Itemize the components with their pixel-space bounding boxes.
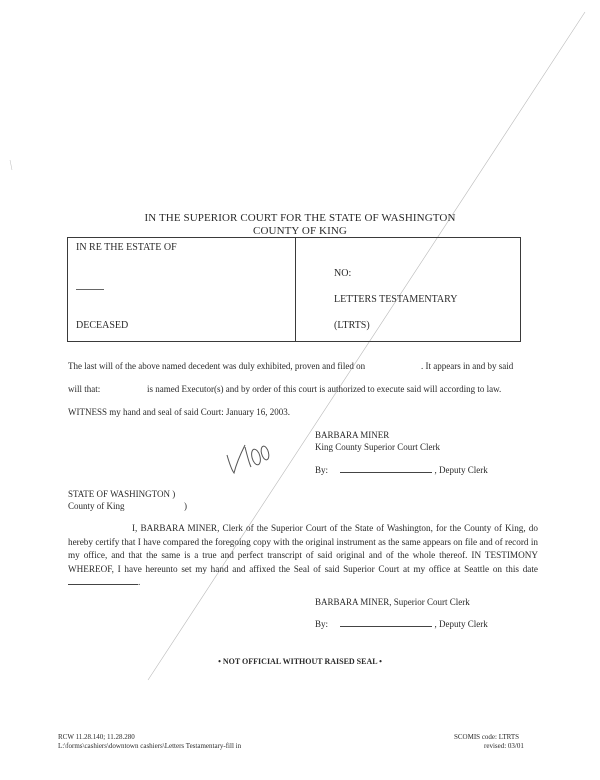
clerk-title: King County Superior Court Clerk (315, 442, 440, 452)
signature-blank-2 (340, 619, 432, 627)
clerk-name-title: BARBARA MINER, Superior Court Clerk (315, 597, 470, 607)
will-filed-text: The last will of the above named decedent was duly exhibited, proven and filed on (68, 361, 366, 371)
estate-label: IN RE THE ESTATE OF (76, 242, 177, 253)
court-title-line1: IN THE SUPERIOR COURT FOR THE STATE OF WASHINGTON (144, 212, 456, 224)
signature-line-1 (315, 465, 488, 475)
will-filed-text-end: . It appears in and by said (421, 361, 514, 371)
signature-blank (340, 465, 432, 473)
caption-divider (295, 238, 296, 341)
seal-notice: • NOT OFFICIAL WITHOUT RAISED SEAL • (218, 657, 382, 666)
clerk-name: BARBARA MINER (315, 430, 390, 440)
certification-end: . (138, 577, 141, 587)
deputy-clerk-label: , Deputy Clerk (434, 465, 488, 475)
footer-revised: revised: 03/01 (484, 742, 524, 750)
handwritten-mark (223, 433, 273, 483)
signature-line-2 (315, 619, 488, 629)
footer-scomis: SCOMIS code: LTRTS (454, 733, 520, 741)
venue-state: STATE OF WASHINGTON ) (68, 489, 176, 499)
by-label-2: By: (315, 619, 329, 629)
certification-text: I, BARBARA MINER, Clerk of the Superior Court of the State of Washington, for the County of King, do hereby certify that I have compared the foregoing copy with the original instrument as the same appears on file and of record in my office, and that the same is a true and perfect transcript of said original and of the whole thereof. IN TESTIMONY WHEREOF, I have hereunto set my hand and affixed the Seal of said Superior Court at my office at Seattle on this date (68, 523, 538, 574)
venue-paren: ) (184, 501, 187, 511)
footer-rcw: RCW 11.28.140; 11.28.280 (58, 733, 135, 741)
name-underline (76, 289, 104, 290)
venue-county: County of King (68, 501, 125, 511)
executor-text: is named Executor(s) and by order of this court is authorized to execute said will according to law. (147, 384, 502, 394)
court-title-line2: COUNTY OF KING (253, 225, 347, 237)
date-blank (68, 577, 141, 587)
deceased-label: DECEASED (76, 320, 129, 331)
deputy-clerk-label-2: , Deputy Clerk (434, 619, 488, 629)
case-number-label: NO: (334, 268, 352, 279)
document-title: LETTERS TESTAMENTARY (334, 294, 458, 305)
footer-path: L:\forms\cashiers\downtown cashiers\Letters Testamentary-fill in (58, 742, 242, 750)
witness-line: WITNESS my hand and seal of said Court: January 16, 2003. (68, 407, 290, 417)
document-code: (LTRTS) (334, 320, 370, 331)
certification-paragraph (68, 522, 538, 590)
executor-label: will that: (68, 384, 101, 394)
by-label: By: (315, 465, 329, 475)
